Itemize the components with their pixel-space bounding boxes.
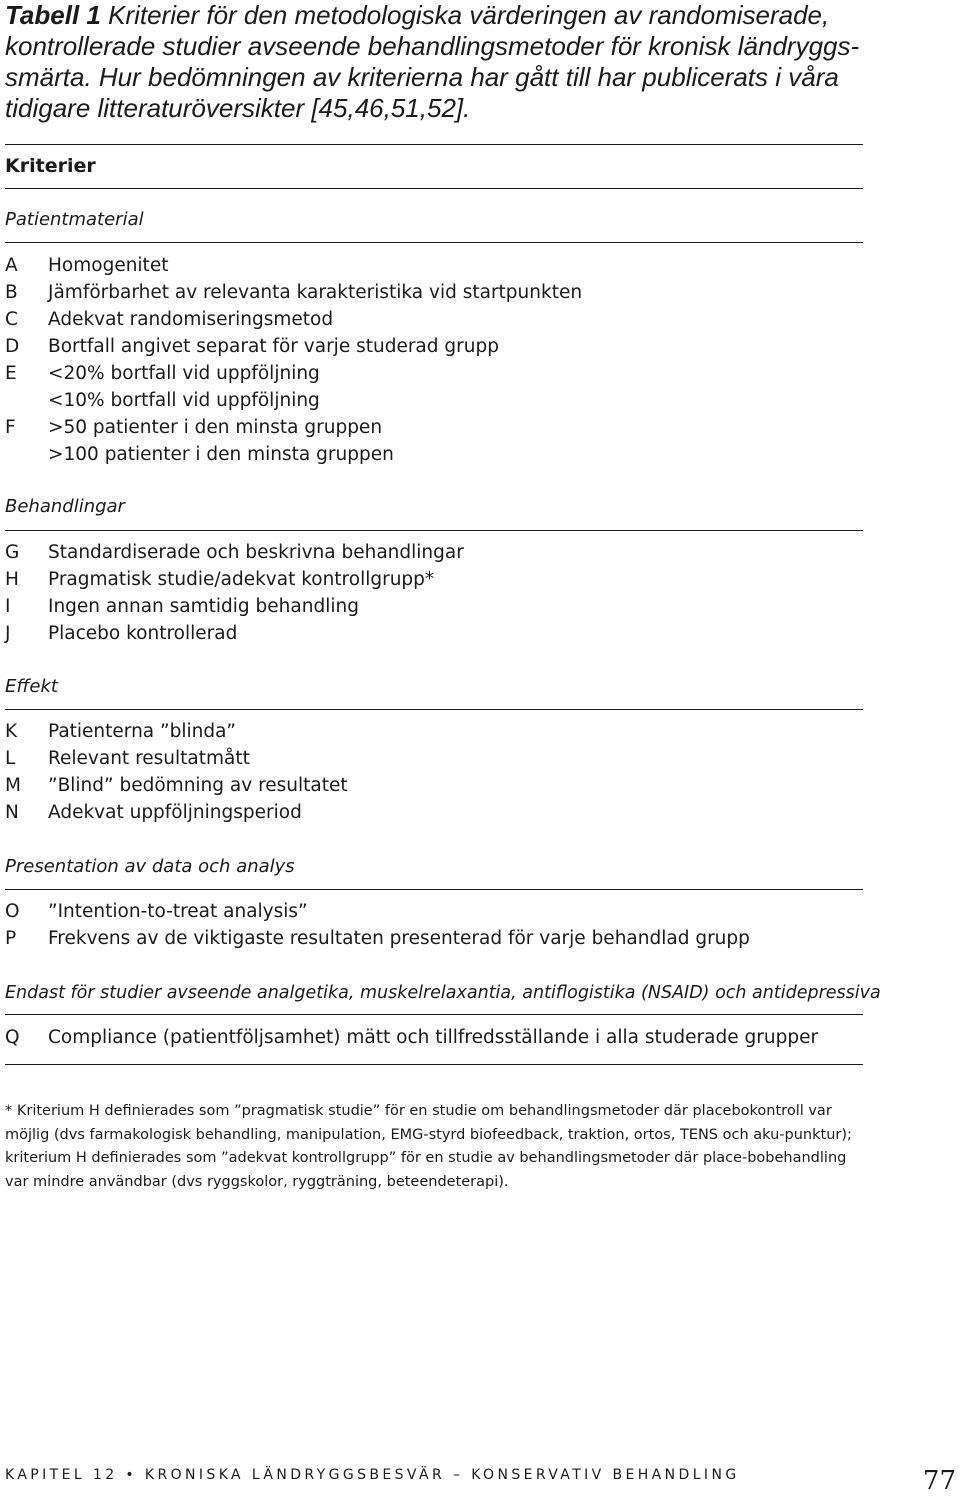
criterion-letter: H	[5, 569, 19, 590]
criterion-row	[5, 566, 905, 593]
criterion-row	[5, 360, 905, 387]
criterion-text: Ingen annan samtidig behandling	[48, 596, 359, 617]
criterion-letter: A	[5, 255, 18, 276]
table-header-rule	[5, 188, 863, 189]
criterion-row	[5, 279, 905, 306]
section-title-patientmaterial: Patientmaterial	[5, 209, 144, 230]
criterion-text: Relevant resultatmått	[48, 748, 250, 769]
criterion-letter: L	[5, 748, 16, 769]
criterion-letter: J	[5, 623, 11, 644]
criterion-row	[5, 252, 905, 279]
criterion-row	[5, 799, 905, 826]
table-label: Tabell 1	[5, 0, 101, 30]
criterion-text: >100 patienter i den minsta gruppen	[48, 444, 394, 465]
criterion-text: Compliance (patientföljsamhet) mätt och tillfredsställande i alla studerade grupper	[48, 1027, 819, 1048]
criterion-letter: N	[5, 802, 19, 823]
criterion-text: ”Intention-to-treat analysis”	[48, 901, 308, 922]
criterion-row	[5, 387, 905, 414]
criterion-row	[5, 718, 905, 745]
criterion-row	[5, 620, 905, 647]
criterion-row	[5, 925, 905, 952]
criterion-text: ”Blind” bedömning av resultatet	[48, 775, 348, 796]
table-bottom-rule	[5, 1064, 863, 1065]
criterion-row	[5, 745, 905, 772]
criterion-text: Pragmatisk studie/adekvat kontrollgrupp*	[48, 569, 435, 590]
criterion-row	[5, 539, 905, 566]
section-title-presentation: Presentation av data och analys	[5, 856, 295, 877]
criterion-text: Homogenitet	[48, 255, 169, 276]
criterion-row	[5, 1024, 905, 1051]
table-header: Kriterier	[5, 155, 96, 177]
criterion-text: Patienterna ”blinda”	[48, 721, 237, 742]
criterion-text: <10% bortfall vid uppföljning	[48, 390, 320, 411]
section-rule	[5, 530, 863, 531]
section-rule	[5, 889, 863, 890]
footnote: * Kriterium H definierades som ”pragmatisk studie” för en studie om behandlingsmetoder där placebokontroll var möjlig (dvs farmakologisk behandling, manipulation, EMG-styrd biofeedback, traktion, ortos, TENS och aku-punktur); kriterium H definierades som ”adekvat kontrollgrupp” för en studie av behandlingsmetoder där place-bobehandling var mindre användbar (dvs ryggskolor, ryggträning, beteendeterapi).	[5, 1103, 852, 1190]
criterion-text: Adekvat uppföljningsperiod	[48, 802, 302, 823]
criterion-row	[5, 333, 905, 360]
criterion-text: Jämförbarhet av relevanta karakteristika vid startpunkten	[48, 282, 583, 303]
criterion-letter: M	[5, 775, 21, 796]
section-rule	[5, 242, 863, 243]
criterion-letter: F	[5, 417, 16, 438]
criterion-text: Frekvens av de viktigaste resultaten presenterad för varje behandlad grupp	[48, 928, 750, 949]
criterion-row	[5, 593, 905, 620]
page-number: 77	[922, 1466, 956, 1496]
table-caption	[5, 0, 905, 124]
criterion-row	[5, 306, 905, 333]
criterion-row	[5, 772, 905, 799]
criterion-letter: D	[5, 336, 20, 357]
criterion-letter: O	[5, 901, 20, 922]
section-rule	[5, 1014, 863, 1015]
section-rule	[5, 709, 863, 710]
criterion-row	[5, 414, 905, 441]
criterion-text: <20% bortfall vid uppföljning	[48, 363, 320, 384]
running-head: KAPITEL 12 • KRONISKA LÄNDRYGGSBESVÄR – KONSERVATIV BEHANDLING	[5, 1467, 740, 1483]
caption-text: Kriterier för den metodologiska värderingen av randomiserade, kontrollerade studier avseende behandlingsmetoder för kronisk ländryggs-smärta. Hur bedömningen av kriterierna har gått till har publicerats i våra tidigare litteraturöversikter [45,46,51,52].	[5, 0, 860, 123]
criterion-text: Adekvat randomiseringsmetod	[48, 309, 334, 330]
criterion-letter: Q	[5, 1027, 20, 1048]
criterion-letter: C	[5, 309, 18, 330]
criterion-letter: I	[5, 596, 11, 617]
criterion-text: Bortfall angivet separat för varje studerad grupp	[48, 336, 499, 357]
criterion-letter: G	[5, 542, 20, 563]
section-title-effekt: Effekt	[5, 676, 58, 697]
criterion-text: Placebo kontrollerad	[48, 623, 238, 644]
section-title-endast: Endast för studier avseende analgetika, muskelrelaxantia, antiflogistika (NSAID) och antidepressiva	[5, 983, 881, 1003]
criterion-letter: B	[5, 282, 18, 303]
table-top-rule	[5, 144, 863, 145]
section-title-behandlingar: Behandlingar	[5, 496, 125, 517]
criterion-letter: K	[5, 721, 18, 742]
criterion-letter: E	[5, 363, 17, 384]
criterion-row	[5, 441, 905, 468]
criterion-text: Standardiserade och beskrivna behandlingar	[48, 542, 464, 563]
criterion-text: >50 patienter i den minsta gruppen	[48, 417, 383, 438]
criterion-letter: P	[5, 928, 17, 949]
criterion-row	[5, 898, 905, 925]
